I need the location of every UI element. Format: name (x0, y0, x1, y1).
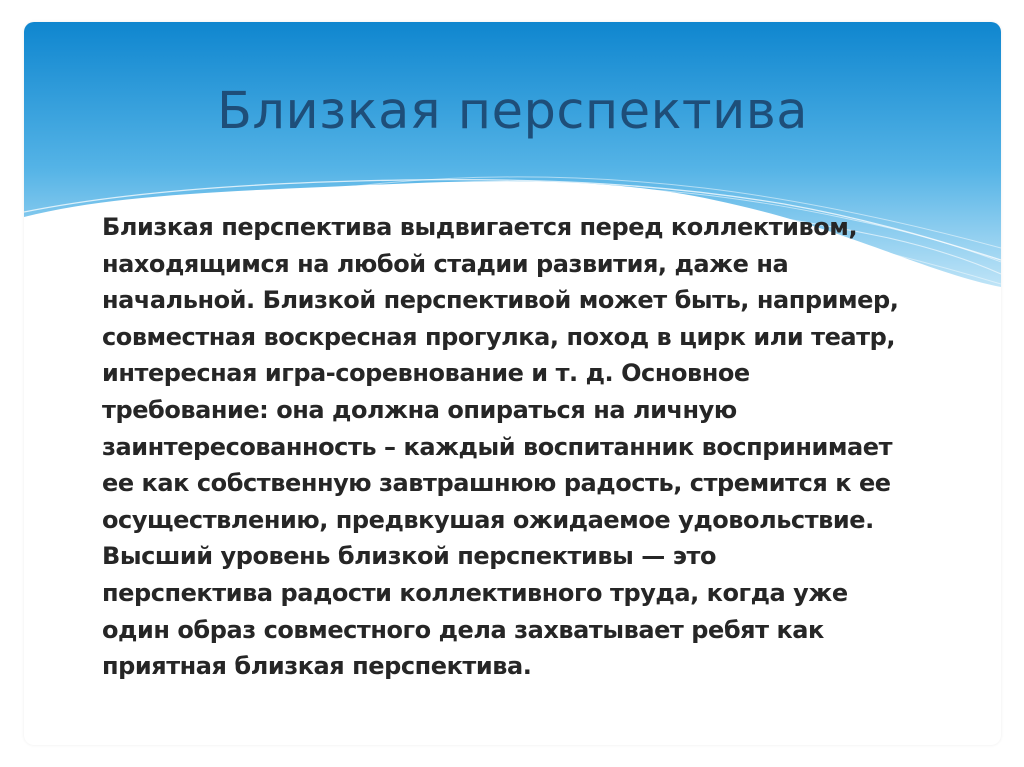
slide-body-text (102, 209, 932, 685)
body-line: один образ совместного дела захватывает ребят как (102, 615, 824, 644)
body-line: требование: она должна опираться на личную (102, 395, 737, 424)
body-line: интересная игра-соревнование и т. д. Основное (102, 359, 750, 388)
body-line: Близкая перспектива выдвигается перед коллективом, (102, 213, 858, 241)
body-line: ее как собственную завтрашнюю радость, стремится к ее (102, 469, 891, 498)
body-line: приятная близкая перспектива. (102, 652, 532, 681)
body-line: начальной. Близкой перспективой может быть, например, (102, 286, 899, 315)
body-line: заинтересованность – каждый воспитанник воспринимает (102, 432, 893, 461)
body-line: совместная воскресная прогулка, поход в цирк или театр, (102, 322, 896, 351)
body-line: перспектива радости коллективного труда, когда уже (102, 578, 848, 607)
slide-title: Близкая перспектива (216, 82, 809, 141)
slide (24, 22, 1001, 745)
body-line: Высший уровень близкой перспективы — это (102, 542, 717, 571)
body-line: находящимся на любой стадии развития, даже на (102, 249, 789, 278)
body-line: осуществлению, предвкушая ожидаемое удовольствие. (102, 505, 874, 534)
